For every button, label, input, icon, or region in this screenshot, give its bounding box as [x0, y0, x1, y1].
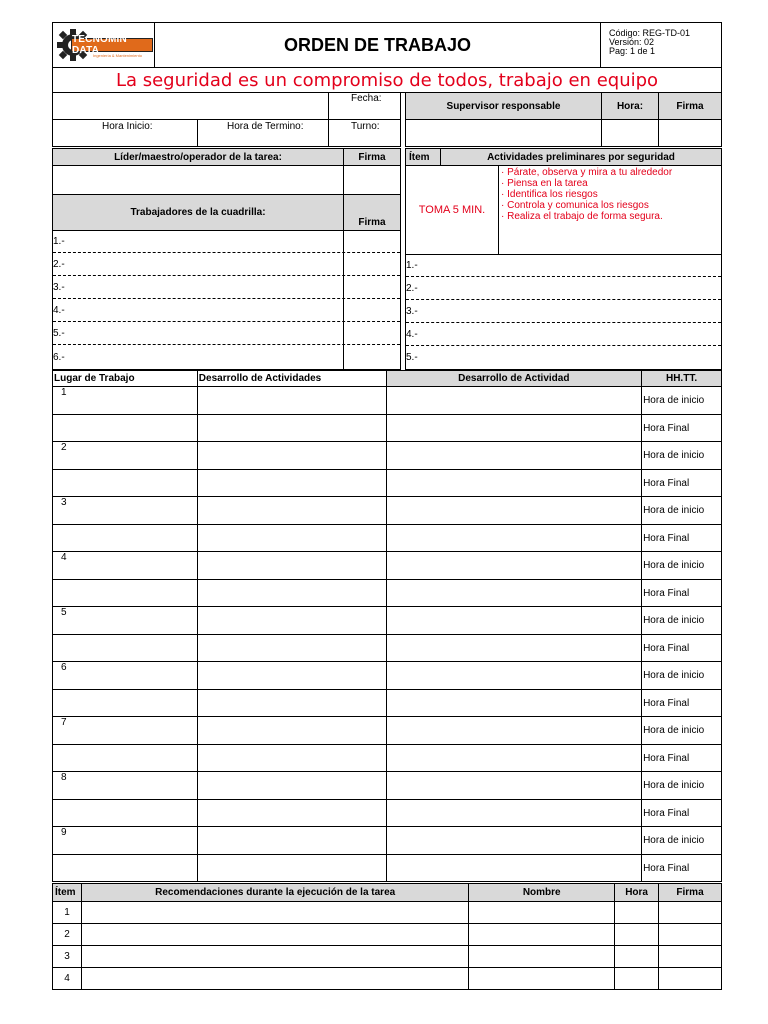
work-desarrollo-actividades-cell[interactable]	[197, 772, 386, 800]
lider-firma-field[interactable]	[343, 165, 401, 195]
header-logo-cell	[52, 22, 155, 68]
recom-nombre-header: Nombre	[469, 884, 615, 902]
codigo-text: Código: REG-TD-01	[609, 28, 691, 38]
work-lugar-cell[interactable]	[53, 800, 198, 827]
hora-termino-field[interactable]	[198, 132, 327, 146]
work-desarrollo-actividades-cell[interactable]	[197, 470, 386, 497]
work-hora-final-cell[interactable]: Hora Final	[642, 580, 722, 607]
work-row	[53, 552, 722, 580]
turno-field[interactable]	[329, 132, 400, 146]
work-hora-final-cell[interactable]: Hora Final	[642, 525, 722, 552]
crew-rows	[52, 230, 401, 370]
work-row	[53, 607, 722, 635]
logo-subtext: Ingeniería & Mantenimiento	[93, 53, 142, 58]
lider-header: Líder/maestro/operador de la tarea:	[52, 148, 344, 166]
safety-row-1[interactable]: 1.-	[406, 254, 721, 277]
safety-row-2[interactable]: 2.-	[406, 277, 721, 300]
fecha-field[interactable]	[329, 104, 400, 118]
work-desarrollo-actividad-cell[interactable]	[386, 800, 642, 827]
safety-actividades-header: Actividades preliminares por seguridad	[440, 148, 722, 166]
work-row	[53, 470, 722, 497]
recom-hora-header: Hora	[615, 884, 659, 902]
work-desarrollo-actividad-cell[interactable]	[386, 662, 642, 690]
desarrollo-actividades-header: Desarrollo de Actividades	[197, 371, 386, 387]
recom-text-cell[interactable]	[81, 946, 468, 968]
recom-item-number: 4	[53, 968, 82, 990]
work-desarrollo-actividades-cell[interactable]	[197, 745, 386, 772]
crew-row-4[interactable]: 4.-	[53, 299, 400, 322]
work-desarrollo-actividades-cell[interactable]	[197, 855, 386, 882]
recom-firma-cell[interactable]	[659, 924, 722, 946]
recom-item-header: Ítem	[53, 884, 82, 902]
recom-text-cell[interactable]	[81, 968, 468, 990]
work-lugar-cell[interactable]	[53, 690, 198, 717]
work-hora-inicio-cell[interactable]: Hora de inicio	[642, 607, 722, 635]
recommendations-table	[52, 883, 722, 990]
recom-row	[53, 946, 722, 968]
work-lugar-cell[interactable]	[53, 525, 198, 552]
work-desarrollo-actividades-cell[interactable]	[197, 800, 386, 827]
lider-field[interactable]	[52, 165, 344, 195]
supervisor-firma-field[interactable]	[658, 119, 722, 147]
logo-text: TECNOMIN DATA	[72, 34, 127, 56]
recom-firma-cell[interactable]	[659, 946, 722, 968]
recom-nombre-cell[interactable]	[469, 924, 615, 946]
pag-text: Pag: 1 de 1	[609, 46, 656, 56]
work-desarrollo-actividad-cell[interactable]	[386, 690, 642, 717]
recom-nombre-cell[interactable]	[469, 902, 615, 924]
work-row	[53, 772, 722, 800]
work-item-number[interactable]: 4	[53, 552, 198, 580]
recom-row	[53, 924, 722, 946]
fecha-label: Fecha:	[351, 93, 382, 104]
work-item-number[interactable]: 7	[53, 717, 198, 745]
work-desarrollo-actividad-cell[interactable]	[386, 855, 642, 882]
safety-step-4: · Controla y comunica los riesgos	[501, 200, 649, 211]
crew-row-6[interactable]: 6.-	[53, 351, 65, 363]
work-desarrollo-actividades-cell[interactable]	[197, 635, 386, 662]
work-table	[52, 370, 722, 882]
work-desarrollo-actividades-cell[interactable]	[197, 525, 386, 552]
work-row	[53, 415, 722, 442]
work-desarrollo-actividad-cell[interactable]	[386, 717, 642, 745]
work-item-number[interactable]: 9	[53, 827, 198, 855]
supervisor-hora-field[interactable]	[601, 119, 659, 147]
work-hora-final-cell[interactable]: Hora Final	[642, 415, 722, 442]
supervisor-header: Supervisor responsable	[405, 92, 602, 120]
firma-header: Firma	[658, 92, 722, 120]
hhtt-header: HH.TT.	[642, 371, 722, 387]
work-hora-inicio-cell[interactable]: Hora de inicio	[642, 552, 722, 580]
work-item-number[interactable]: 3	[53, 497, 198, 525]
work-hora-inicio-cell[interactable]: Hora de inicio	[642, 497, 722, 525]
work-hora-inicio-cell[interactable]: Hora de inicio	[642, 387, 722, 415]
work-row	[53, 580, 722, 607]
desarrollo-actividad-header: Desarrollo de Actividad	[386, 371, 642, 387]
recom-hora-cell[interactable]	[615, 902, 659, 924]
work-desarrollo-actividades-cell[interactable]	[197, 415, 386, 442]
work-row	[53, 717, 722, 745]
trabajadores-firma-header: Firma	[343, 194, 401, 231]
work-row	[53, 442, 722, 470]
safety-row-5[interactable]: 5.-	[406, 351, 418, 363]
work-hora-inicio-cell[interactable]: Hora de inicio	[642, 717, 722, 745]
safety-step-3: · Identifica los riesgos	[501, 189, 598, 200]
work-item-number[interactable]: 6	[53, 662, 198, 690]
work-hora-final-cell[interactable]: Hora Final	[642, 855, 722, 882]
work-hora-inicio-cell[interactable]: Hora de inicio	[642, 772, 722, 800]
work-desarrollo-actividad-cell[interactable]	[386, 552, 642, 580]
work-row	[53, 855, 722, 882]
work-lugar-cell[interactable]	[53, 415, 198, 442]
turno-label: Turno:	[351, 121, 380, 132]
work-desarrollo-actividades-cell[interactable]	[197, 607, 386, 635]
work-lugar-cell[interactable]	[53, 580, 198, 607]
hora-inicio-field[interactable]	[53, 132, 196, 146]
recom-item-number: 1	[53, 902, 82, 924]
safety-row-3[interactable]: 3.-	[406, 300, 721, 323]
work-desarrollo-actividades-cell[interactable]	[197, 580, 386, 607]
safety-item-header: Ítem	[405, 148, 441, 166]
work-hora-final-cell[interactable]: Hora Final	[642, 690, 722, 717]
safety-row-4[interactable]: 4.-	[406, 323, 721, 346]
work-lugar-cell[interactable]	[53, 470, 198, 497]
work-desarrollo-actividades-cell[interactable]	[197, 717, 386, 745]
work-hora-inicio-cell[interactable]: Hora de inicio	[642, 442, 722, 470]
work-desarrollo-actividades-cell[interactable]	[197, 690, 386, 717]
recom-nombre-cell[interactable]	[469, 946, 615, 968]
work-desarrollo-actividad-cell[interactable]	[386, 607, 642, 635]
work-hora-inicio-cell[interactable]: Hora de inicio	[642, 827, 722, 855]
work-hora-final-cell[interactable]: Hora Final	[642, 635, 722, 662]
work-lugar-cell[interactable]	[53, 745, 198, 772]
lider-firma-header: Firma	[343, 148, 401, 166]
supervisor-field[interactable]	[405, 119, 602, 147]
work-hora-inicio-cell[interactable]: Hora de inicio	[642, 662, 722, 690]
work-item-number[interactable]: 8	[53, 772, 198, 800]
recom-item-number: 3	[53, 946, 82, 968]
work-row	[53, 800, 722, 827]
work-row	[53, 525, 722, 552]
safety-step-2: · Piensa en la tarea	[501, 178, 588, 189]
work-desarrollo-actividad-cell[interactable]	[386, 470, 642, 497]
work-desarrollo-actividad-cell[interactable]	[386, 580, 642, 607]
recom-text-cell[interactable]	[81, 924, 468, 946]
work-desarrollo-actividad-cell[interactable]	[386, 745, 642, 772]
work-desarrollo-actividad-cell[interactable]	[386, 525, 642, 552]
recom-firma-cell[interactable]	[659, 902, 722, 924]
work-desarrollo-actividad-cell[interactable]	[386, 415, 642, 442]
hora-header: Hora:	[601, 92, 659, 120]
recom-firma-cell[interactable]	[659, 968, 722, 990]
safety-step-1: · Párate, observa y mira a tu alrededor	[501, 167, 673, 178]
work-desarrollo-actividades-cell[interactable]	[197, 387, 386, 415]
work-row	[53, 745, 722, 772]
work-hora-final-cell[interactable]: Hora Final	[642, 800, 722, 827]
work-desarrollo-actividad-cell[interactable]	[386, 635, 642, 662]
work-hora-final-cell[interactable]: Hora Final	[642, 745, 722, 772]
work-desarrollo-actividad-cell[interactable]	[386, 387, 642, 415]
hora-inicio-label: Hora Inicio:	[102, 121, 153, 132]
work-desarrollo-actividades-cell[interactable]	[197, 827, 386, 855]
hora-termino-label: Hora de Termino:	[227, 121, 304, 132]
work-desarrollo-actividad-cell[interactable]	[386, 497, 642, 525]
trabajadores-header: Trabajadores de la cuadrilla:	[52, 194, 344, 231]
recom-nombre-cell[interactable]	[469, 968, 615, 990]
recom-hora-cell[interactable]	[615, 946, 659, 968]
work-item-number[interactable]: 1	[53, 387, 198, 415]
crew-row-5[interactable]: 5.-	[53, 322, 400, 345]
recom-item-number: 2	[53, 924, 82, 946]
recom-hora-cell[interactable]	[615, 924, 659, 946]
work-lugar-cell[interactable]	[53, 855, 198, 882]
work-item-number[interactable]: 5	[53, 607, 198, 635]
safety-rows	[405, 254, 722, 370]
safety-step-5: · Realiza el trabajo de forma segura.	[501, 211, 663, 222]
toma-5-label: TOMA 5 MIN.	[405, 165, 499, 255]
recom-row	[53, 968, 722, 990]
work-row	[53, 690, 722, 717]
recom-hora-cell[interactable]	[615, 968, 659, 990]
document-codes	[600, 22, 722, 68]
work-row	[53, 635, 722, 662]
safety-steps	[498, 165, 722, 255]
version-text: Versión: 02	[609, 37, 655, 47]
recom-firma-header: Firma	[659, 884, 722, 902]
work-desarrollo-actividades-cell[interactable]	[197, 552, 386, 580]
work-desarrollo-actividad-cell[interactable]	[386, 442, 642, 470]
crew-row-2[interactable]: 2.-	[53, 253, 400, 276]
work-row	[53, 387, 722, 415]
crew-row-1[interactable]: 1.-	[53, 230, 400, 253]
recom-row	[53, 902, 722, 924]
safety-slogan: La seguridad es un compromiso de todos, trabajo en equipo	[52, 67, 722, 93]
recom-recomendaciones-header: Recomendaciones durante la ejecución de la tarea	[81, 884, 468, 902]
work-desarrollo-actividad-cell[interactable]	[386, 772, 642, 800]
work-row	[53, 662, 722, 690]
work-desarrollo-actividades-cell[interactable]	[197, 442, 386, 470]
document-title: ORDEN DE TRABAJO	[154, 22, 601, 68]
work-row	[53, 497, 722, 525]
work-row	[53, 827, 722, 855]
work-hora-final-cell[interactable]: Hora Final	[642, 470, 722, 497]
work-lugar-cell[interactable]	[53, 635, 198, 662]
work-desarrollo-actividad-cell[interactable]	[386, 827, 642, 855]
lugar-header: Lugar de Trabajo	[53, 371, 198, 387]
work-item-number[interactable]: 2	[53, 442, 198, 470]
work-desarrollo-actividades-cell[interactable]	[197, 497, 386, 525]
recom-text-cell[interactable]	[81, 902, 468, 924]
crew-row-3[interactable]: 3.-	[53, 276, 400, 299]
work-desarrollo-actividades-cell[interactable]	[197, 662, 386, 690]
